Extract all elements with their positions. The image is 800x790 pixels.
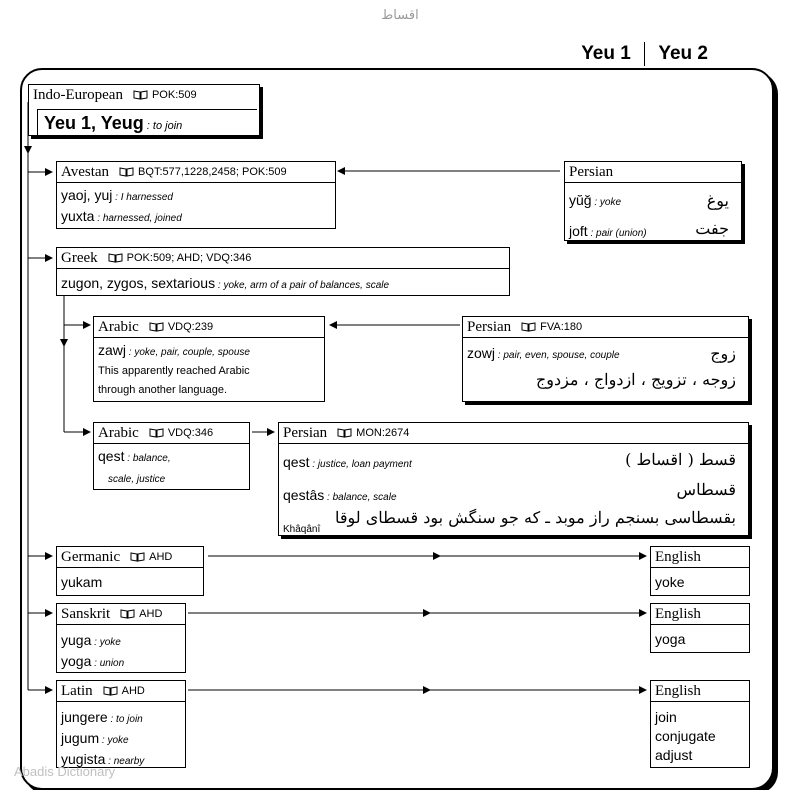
tab-yeu-1[interactable]: Yeu 1 <box>581 43 631 64</box>
page-title: اقساط <box>381 8 419 23</box>
english2-word: yoga <box>655 631 686 647</box>
persian3-line: qestâs : balance, scale <box>283 487 397 503</box>
arabic1-source: VDQ:239 <box>167 321 214 333</box>
persian3-line: qest : justice, loan payment <box>283 454 412 470</box>
persian3-fa-1: قسط ( اقساط ) <box>625 450 736 469</box>
persian-box-3 <box>278 422 749 536</box>
avestan-source: BQT:577,1228,2458; POK:509 <box>138 166 287 178</box>
persian2-lang: Persian <box>467 318 512 335</box>
latin-box <box>56 680 186 768</box>
arabic1-lang: Arabic <box>98 318 139 335</box>
english3-word: conjugate <box>655 728 716 744</box>
arabic1-note: This apparently reached Arabic <box>98 365 250 377</box>
latin-line: jungere : to join <box>61 709 143 725</box>
persian2-fa-1: زوج <box>710 344 736 363</box>
persian1-line: yŭğ : yoke یوغ <box>569 191 729 210</box>
english2-lang: English <box>655 605 701 622</box>
arabic2-line: scale, justice <box>108 474 166 485</box>
persian-box-1 <box>564 161 742 241</box>
persian3-line: Khâqânî <box>283 524 321 535</box>
latin-line: jugum : yoke <box>61 730 129 746</box>
greek-lang: Greek <box>61 249 98 266</box>
avestan-lang: Avestan <box>61 163 110 180</box>
book-icon <box>521 322 536 332</box>
book-icon <box>149 428 164 438</box>
book-icon <box>103 686 118 696</box>
latin-line: yugista : nearby <box>61 751 145 767</box>
persian2-fa-2: زوجه ، تزویج ، ازدواج ، مزدوج <box>535 370 736 389</box>
germanic-lang: Germanic <box>61 548 121 565</box>
arabic1-line: zawj : yoke, pair, couple, spouse <box>98 342 250 358</box>
arabic2-source: VDQ:346 <box>167 427 214 439</box>
latin-source: AHD <box>121 685 145 697</box>
watermark: Abadis Dictionary <box>14 764 116 779</box>
persian3-source: MON:2674 <box>356 427 410 439</box>
latin-lang: Latin <box>61 682 93 699</box>
arabic-box-2 <box>93 422 250 490</box>
avestan-line: yuxta : harnessed, joined <box>61 208 182 224</box>
book-icon <box>149 322 164 332</box>
root-source: POK:509 <box>151 89 197 101</box>
sanskrit-line: yoga : union <box>61 653 125 669</box>
arabic-box-1 <box>93 316 325 402</box>
persian2-source: FVA:180 <box>540 321 583 333</box>
english1-word: yoke <box>655 574 685 590</box>
persian3-fa-3: بقسطاسی بسنجم راز موبد ـ که جو سنگش بود قسطای لوقا <box>335 508 736 527</box>
english-box-3 <box>650 680 750 768</box>
book-icon <box>133 90 148 100</box>
english-box-1 <box>650 546 750 596</box>
greek-source: POK:509; AHD; VDQ:346 <box>126 252 252 264</box>
root-word: Yeu 1, Yeug <box>44 113 144 133</box>
arabic2-line: qest : balance, <box>98 448 171 464</box>
english3-lang: English <box>655 682 701 699</box>
persian1-line: joft : pair (union) جفت <box>569 219 729 239</box>
english1-lang: English <box>655 548 701 565</box>
root-word-panel: Yeu 1, Yeug : to join <box>37 109 257 135</box>
germanic-source: AHD <box>149 551 173 563</box>
persian3-lang: Persian <box>283 424 328 441</box>
sanskrit-box <box>56 603 186 673</box>
sanskrit-lang: Sanskrit <box>61 605 111 622</box>
sanskrit-line: yuga : yoke <box>61 632 121 648</box>
greek-box <box>56 247 510 296</box>
book-icon <box>108 253 123 263</box>
book-icon <box>130 552 145 562</box>
root-lang: Indo-European <box>33 86 123 103</box>
english-box-2 <box>650 603 750 653</box>
sanskrit-source: AHD <box>139 608 163 620</box>
tab-yeu-2[interactable]: Yeu 2 <box>658 43 708 64</box>
english3-word: adjust <box>655 747 693 763</box>
arabic1-note: through another language. <box>98 384 228 396</box>
english3-word: join <box>655 709 677 725</box>
book-icon <box>120 609 135 619</box>
germanic-box <box>56 546 204 596</box>
greek-line: zugon, zygos, sextarious : yoke, arm of a pair of balances, scale <box>61 275 390 291</box>
persian3-fa-2: قسطاس <box>676 480 736 499</box>
persian1-lang: Persian <box>569 163 614 180</box>
root-gloss: to join <box>152 120 183 132</box>
root-box <box>28 84 260 136</box>
avestan-line: yaoj, yuj : I harnessed <box>61 187 173 203</box>
avestan-box <box>56 161 336 229</box>
root-header <box>29 85 259 105</box>
arabic2-lang: Arabic <box>98 424 139 441</box>
book-icon <box>337 428 352 438</box>
germanic-word: yukam <box>61 574 103 590</box>
book-icon <box>119 167 134 177</box>
persian-box-2 <box>462 316 749 402</box>
persian2-line: zowj : pair, even, spouse, couple <box>467 345 620 361</box>
